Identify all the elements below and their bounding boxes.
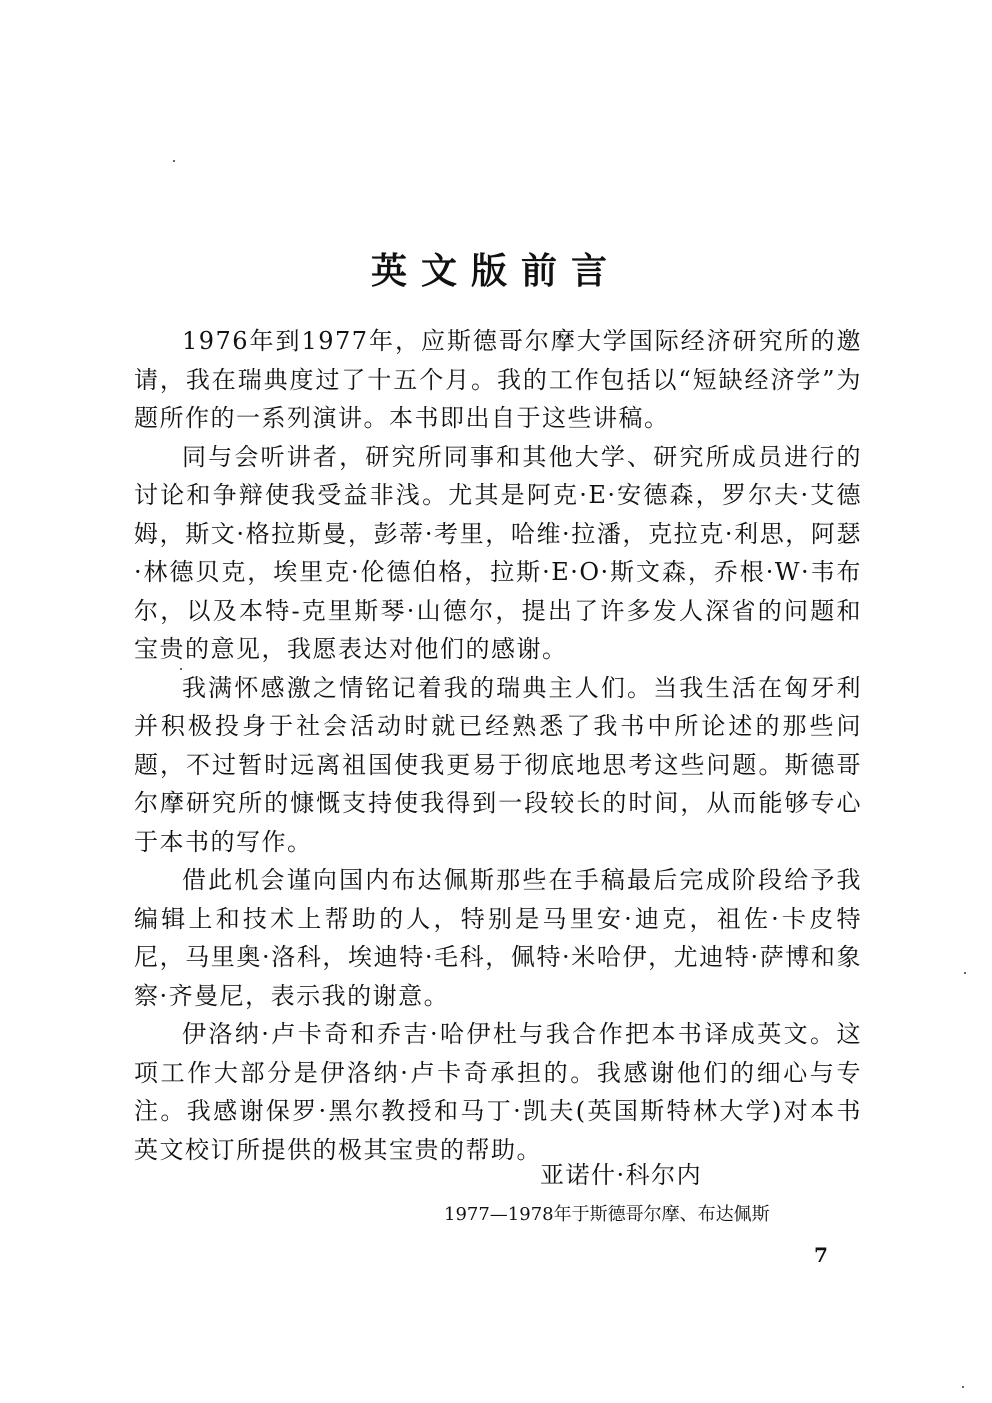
- paragraph: 伊洛纳·卢卡奇和乔吉·哈伊杜与我合作把本书译成英文。这项工作大部分是伊洛纳·卢卡奇承担的。我感谢他们的细心与专注。我感谢保罗·黑尔教授和马丁·凯夫(英国斯特林大学)对本书英文校订所提供的极其宝贵的帮助。: [134, 1020, 862, 1164]
- page-title: 英文版前言: [370, 250, 621, 292]
- dateline: 1977—1978年于斯德哥尔摩、布达佩斯: [444, 1204, 770, 1225]
- paragraph: 1976年到1977年，应斯德哥尔摩大学国际经济研究所的邀请，我在瑞典度过了十五个月。我的工作包括以“短缺经济学”为题所作的一系列演讲。本书即出自于这些讲稿。: [134, 327, 862, 432]
- page-speck: [173, 160, 175, 162]
- page-speck: [964, 972, 966, 974]
- preface-body: [134, 322, 862, 1169]
- paragraph: 我满怀感激之情铭记着我的瑞典主人们。当我生活在匈牙利并积极投身于社会活动时就已经熟悉了我书中所论述的那些问题，不过暂时远离祖国使我更易于彻底地思考这些问题。斯德哥尔摩研究所的慷慨支持使我得到一段较长的时间，从而能够专心于本书的写作。: [134, 673, 862, 856]
- page-speck: [962, 1386, 964, 1388]
- paragraph: 借此机会谨向国内布达佩斯那些在手稿最后完成阶段给予我编辑上和技术上帮助的人，特别是马里安·迪克，祖佐·卡皮特尼，马里奥·洛科，埃迪特·毛科，佩特·米哈伊，尤迪特·萨博和象察·齐曼尼，表示我的谢意。: [134, 866, 862, 1010]
- page-number: 7: [814, 1243, 828, 1267]
- author-signature: 亚诺什·科尔内: [540, 1161, 703, 1189]
- paragraph: 同与会听讲者，研究所同事和其他大学、研究所成员进行的讨论和争辩使我受益非浅。尤其是阿克·E·安德森，罗尔夫·艾德姆，斯文·格拉斯曼，彭蒂·考里，哈维·拉潘，克拉克·利思，阿瑟·林德贝克，埃里克·伦德伯格，拉斯·E·O·斯文森，乔根·W·韦布尔，以及本特-克里斯琴·山德尔，提出了许多发人深省的问题和宝贵的意见，我愿表达对他们的感谢。: [134, 442, 862, 663]
